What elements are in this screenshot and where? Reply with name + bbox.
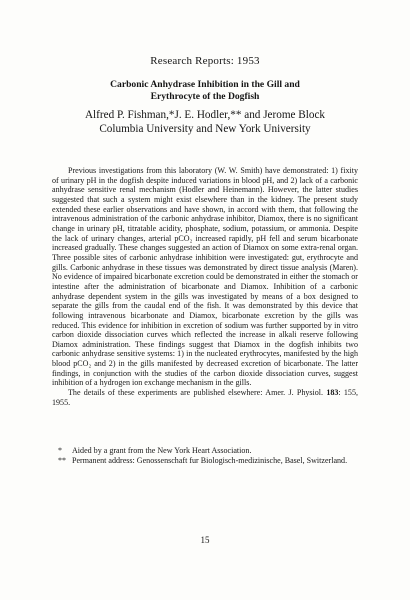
footnote-text: Aided by a grant from the New York Heart Association.: [72, 446, 252, 455]
article-body: [52, 166, 358, 407]
article-title-line-2: Erythrocyte of the Dogfish: [150, 91, 260, 102]
article-title: [40, 79, 370, 103]
footnote-text: Permanent address: Genossenschaft fur Biologisch-medizinische, Basel, Switzerland.: [72, 455, 348, 465]
body-paragraph-reference: [52, 388, 358, 407]
footnote-mark: **: [58, 455, 67, 465]
footnotes: [58, 446, 358, 465]
footnote: [58, 446, 358, 456]
article-title-line-1: Carbonic Anhydrase Inhibition in the Gill and: [110, 79, 300, 90]
author-names: Alfred P. Fishman,*J. E. Hodler,** and Jerome Block: [84, 109, 326, 121]
reference-suffix: : 155, 1955.: [52, 388, 358, 407]
reference-volume: 183: [326, 388, 339, 398]
page-number: 15: [200, 535, 210, 545]
reference-prefix: The details of these experiments are published elsewhere: Amer. J. Physiol.: [68, 388, 327, 398]
footnote: [58, 456, 358, 466]
author-affiliation: Columbia University and New York University: [99, 122, 311, 135]
body-paragraph: Previous investigations from this laboratory (W. W. Smith) have demonstrated: 1) fixity of urinary pH in the dogfish despite induced variations in blood pH, and 2) lack of a carbonic anhydrase sensitive renal mechanism (Hodler and Heinemann). However, the latter studies suggested that such a system might exist elsewhere than in the kidney. The present study extended these earlier observations and have shown, in accord with them, that following the intravenous administration of the carbonic anhydrase inhibitor, Diamox, there is no significant change in urinary pH, titratable acidity, phosphate, sodium, potassium, or ammonia. Despite the lack of urinary changes, arterial pCO₂ increased rapidly, pH fell and serum bicarbonate increased gradually. These changes suggested an action of Diamox on some extra-renal organ. Three possible sites of carbonic anhydrase inhibition were investigated: gut, erythrocyte and gills. Carbonic anhydrase in these tissues was demonstrated by direct tissue analysis (Maren). No evidence of impaired bicarbonate excretion could be demonstrated in either the stomach or intestine after the administration of bicarbonate and Diamox. Inhibition of a carbonic anhydrase dependent system in the gills was investigated by means of a box designed to separate the gills from the caudal end of the fish. It was demonstrated by this device that following intravenous bicarbonate and Diamox, bicarbonate excretion by the gills was reduced. This evidence for inhibition in excretion of sodium was further supported by in vitro carbon dioxide dissociation curves which reflected the increase in alkali reserve following Diamox administration. These findings suggest that Diamox in the dogfish inhibits two carbonic anhydrase sensitive systems: 1) in the nucleated erythrocytes, manifested by the high blood pCO₂ and 2) in the gills manifested by decreased excretion of bicarbonate. The latter findings, in conjunction with the studies of the carbon dioxide dissociation curves, suggest inhibition of a hydrogen ion exchange mechanism in the gills.: [52, 166, 358, 388]
running-head: Research Reports: 1953: [150, 55, 260, 67]
footnote-mark: *: [58, 446, 63, 455]
author-block: [20, 109, 390, 136]
